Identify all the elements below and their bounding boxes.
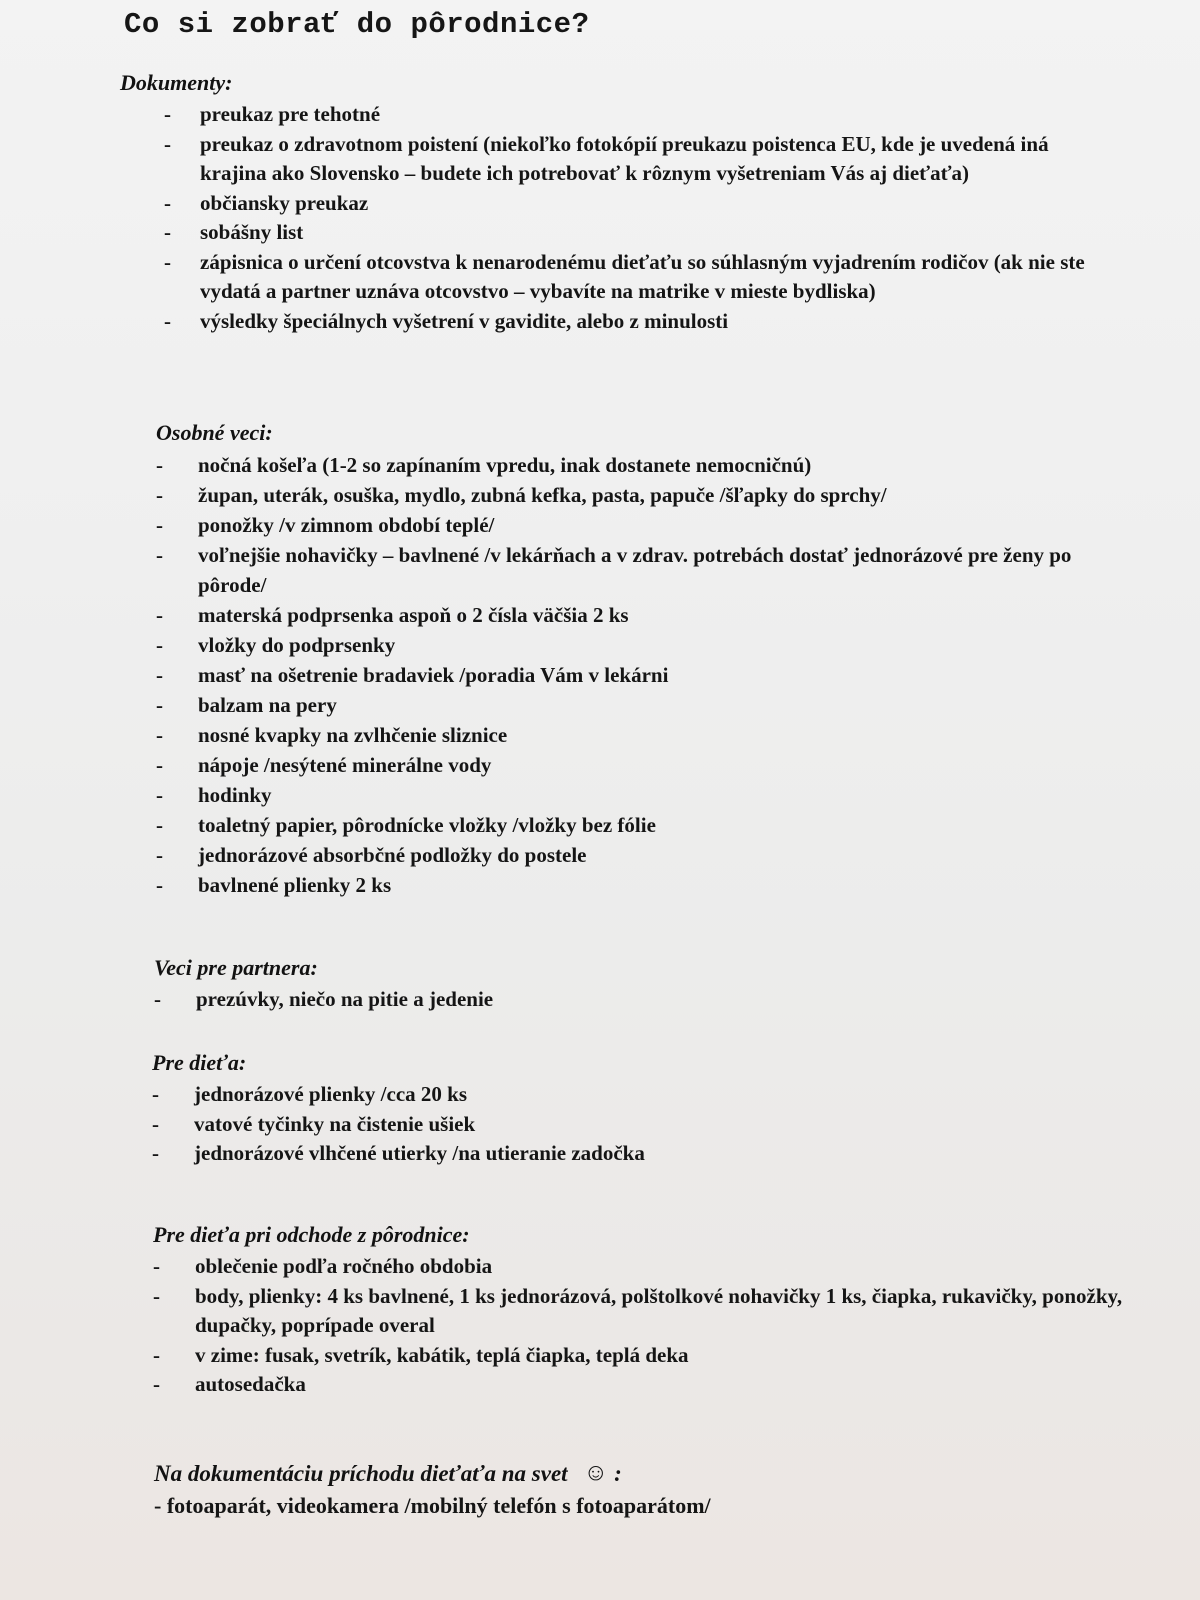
list-item: - jednorázové plienky /cca 20 ks	[152, 1082, 467, 1106]
list-item: - prezúvky, niečo na pitie a jedenie	[154, 987, 494, 1011]
section-heading-documents: Dokumenty:	[120, 70, 233, 95]
list-item: - sobášny list	[164, 220, 304, 244]
list-item: - občiansky preukaz	[164, 190, 369, 215]
list-item: - župan, uterák, osuška, mydlo, zubná kefka, pasta, papuče /šľapky do sprchy/	[156, 483, 887, 507]
list-item: - výsledky špeciálnych vyšetrení v gavidite, alebo z minulosti	[164, 308, 729, 333]
section-baby-items	[152, 1050, 1132, 1169]
list-item: - masť na ošetrenie bradaviek /poradia Vám v lekárni	[156, 663, 669, 687]
photo-heading-text: Na dokumentáciu príchodu dieťaťa na svet	[154, 1460, 568, 1486]
list-item: - ponožky /v zimnom období teplé/	[156, 513, 495, 537]
list-item: - oblečenie podľa ročného obdobia	[153, 1254, 493, 1278]
section-heading-baby-items: Pre dieťa:	[152, 1050, 247, 1075]
section-heading-partner-items: Veci pre partnera:	[154, 955, 318, 980]
list-item: - jednorázové absorbčné podložky do postele	[156, 843, 587, 867]
list-item: - toaletný papier, pôrodnícke vložky /vložky bez fólie	[156, 813, 656, 837]
list-item: - nápoje /nesýtené minerálne vody	[156, 753, 492, 777]
list-item: - body, plienky: 4 ks bavlnené, 1 ks jednorázová, polštolkové nohavičky 1 ks, čiapka, rukavičky, ponožky, dupačky, poprípade overal	[153, 1283, 1123, 1337]
list-item: - vatové tyčinky na čistenie ušiek	[152, 1111, 476, 1136]
partner-items-list	[154, 985, 1134, 1015]
list-item: - nosné kvapky na zvlhčenie sliznice	[156, 723, 508, 747]
list-item: - v zime: fusak, svetrík, kabátik, teplá čiapka, teplá deka	[153, 1342, 689, 1367]
list-item: - preukaz pre tehotné	[164, 102, 381, 126]
list-item: - vložky do podprsenky	[156, 633, 396, 657]
list-item: - jednorázové vlhčené utierky /na utieranie zadočka	[152, 1141, 645, 1165]
list-item: - bavlnené plienky 2 ks	[156, 873, 392, 897]
page-title: Co si zobrať do pôrodnice?	[124, 8, 590, 41]
section-personal-items	[156, 420, 1136, 900]
section-heading-personal-items: Osobné veci:	[156, 420, 273, 445]
photo-heading-suffix: :	[614, 1460, 622, 1486]
list-item: - materská podprsenka aspoň o 2 čísla väčšia 2 ks	[156, 603, 629, 627]
section-heading-discharge-items: Pre dieťa pri odchode z pôrodnice:	[153, 1222, 470, 1247]
section-discharge-items	[153, 1222, 1153, 1400]
list-item: - preukaz o zdravotnom poistení (niekoľko fotokópií preukazu poistenca EU, kde je uvedená iná krajina ako Slovensko – budete ich potrebovať k rôznym vyšetreniam Vás aj dieťaťa)	[164, 131, 1049, 185]
list-item: - autosedačka	[153, 1372, 306, 1396]
documents-list	[120, 100, 1110, 336]
list-item: - hodinky	[156, 783, 272, 807]
smiley-icon: ☺	[583, 1460, 609, 1486]
personal-items-list	[156, 450, 1136, 900]
list-item: - balzam na pery	[156, 693, 337, 717]
section-documents	[120, 70, 1110, 336]
section-heading-photo-documentation	[154, 1460, 1154, 1487]
section-photo-documentation	[154, 1460, 1154, 1521]
list-item: - nočná košeľa (1-2 so zapínaním vpredu, inak dostanete nemocničnú)	[156, 453, 812, 477]
baby-items-list	[152, 1080, 1132, 1169]
section-partner-items	[154, 955, 1134, 1015]
list-item: - voľnejšie nohavičky – bavlnené /v lekárňach a v zdrav. potrebách dostať jednorázové pre ženy po pôrode/	[156, 543, 1072, 597]
discharge-items-list	[153, 1252, 1153, 1400]
photo-equipment-line: - fotoaparát, videokamera /mobilný telefón s fotoaparátom/	[154, 1493, 711, 1518]
list-item: - zápisnica o určení otcovstva k nenarodenému dieťaťu so súhlasným vyjadrením rodičov (ak nie ste vydatá a partner uznáva otcovstvo – vybavíte na matrike v mieste bydliska)	[164, 249, 1085, 303]
